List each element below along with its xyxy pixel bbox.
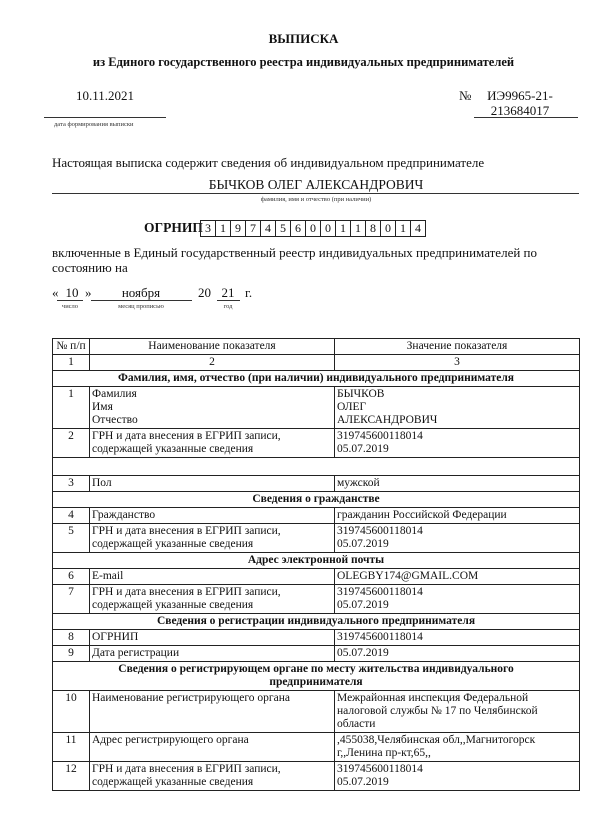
section-row bbox=[53, 492, 580, 508]
section-email: Адрес электронной почты bbox=[53, 553, 580, 569]
grn-value: 319745600118014 bbox=[337, 525, 423, 537]
state-year: 21 bbox=[221, 285, 235, 300]
ogrnip-digit-cell: 1 bbox=[350, 220, 366, 237]
table-row bbox=[53, 569, 580, 585]
row-value: гражданин Российской Федерации bbox=[335, 508, 580, 524]
row-name: E-mail bbox=[90, 569, 335, 585]
grn-value: 319745600118014 bbox=[337, 763, 423, 775]
name-underline bbox=[52, 193, 579, 194]
row-value: 319745600118014 bbox=[335, 630, 580, 646]
document-title: ВЫПИСКА bbox=[268, 31, 339, 46]
row-number: 1 bbox=[53, 387, 90, 429]
ogrnip-digit-cell: 0 bbox=[305, 220, 321, 237]
section-citizenship: Сведения о гражданстве bbox=[53, 492, 580, 508]
table-row bbox=[53, 630, 580, 646]
year-caption: год bbox=[223, 303, 233, 310]
ogrnip-digit-cell: 1 bbox=[215, 220, 231, 237]
entrepreneur-name: БЫЧКОВ ОЛЕГ АЛЕКСАНДРОВИЧ bbox=[208, 177, 424, 192]
section-authority: Сведения о регистрирующем органе по месту жительства индивидуального предпринимателя bbox=[53, 662, 580, 691]
ogrnip-digit-cell: 0 bbox=[320, 220, 336, 237]
colnum-2: 2 bbox=[90, 355, 335, 371]
row-name: ОГРНИП bbox=[90, 630, 335, 646]
header-number: № п/п bbox=[53, 339, 90, 355]
grn-date: 05.07.2019 bbox=[337, 599, 389, 611]
row-number: 9 bbox=[53, 646, 90, 662]
colnum-3: 3 bbox=[335, 355, 580, 371]
document-subtitle: из Единого государственного реестра индивидуальных предпринимателей bbox=[92, 55, 515, 69]
table-colnum-row bbox=[53, 355, 580, 371]
row-name: ГРН и дата внесения в ЕГРИП записи, содержащей указанные сведения bbox=[90, 762, 335, 791]
date-underline bbox=[44, 117, 166, 118]
row-number: 5 bbox=[53, 524, 90, 553]
grn-date: 05.07.2019 bbox=[337, 776, 389, 788]
included-text: включенные в Единый государственный реестр индивидуальных предпринимателей по состоянию на bbox=[52, 245, 537, 275]
empty-row bbox=[53, 458, 580, 476]
row-number: 4 bbox=[53, 508, 90, 524]
ogrnip-digit-cell: 1 bbox=[335, 220, 351, 237]
header-value: Значение показателя bbox=[335, 339, 580, 355]
extract-number bbox=[470, 88, 570, 118]
header-name: Наименование показателя bbox=[90, 339, 335, 355]
table-row bbox=[53, 524, 580, 553]
row-number: 8 bbox=[53, 630, 90, 646]
row-value bbox=[335, 387, 580, 429]
firstname-value: ОЛЕГ bbox=[337, 401, 367, 413]
ogrnip-label: ОГРНИП bbox=[144, 220, 203, 235]
row-value bbox=[335, 429, 580, 458]
firstname-label: Имя bbox=[92, 401, 113, 413]
row-value bbox=[335, 762, 580, 791]
ogrnip-digit-cell: 5 bbox=[275, 220, 291, 237]
row-name: ГРН и дата внесения в ЕГРИП записи, содержащей указанные сведения bbox=[90, 585, 335, 614]
row-name: Адрес регистрирующего органа bbox=[90, 733, 335, 762]
section-registration: Сведения о регистрации индивидуального предпринимателя bbox=[53, 614, 580, 630]
number-underline bbox=[474, 117, 578, 118]
name-caption: фамилия, имя и отчество (при наличии) bbox=[260, 196, 372, 203]
surname-label: Фамилия bbox=[92, 388, 137, 400]
ogrnip-digit-cell: 4 bbox=[260, 220, 276, 237]
ogrnip-digit-cell: 1 bbox=[395, 220, 411, 237]
ogrnip-digit-cell: 3 bbox=[200, 220, 216, 237]
extract-number-line2: 213684017 bbox=[490, 103, 550, 118]
row-number: 2 bbox=[53, 429, 90, 458]
table-row bbox=[53, 691, 580, 733]
ogrnip-digit-cell: 8 bbox=[365, 220, 381, 237]
row-value: Межрайонная инспекция Федеральной налоговой службы № 17 по Челябинской области bbox=[335, 691, 580, 733]
register-table bbox=[52, 338, 580, 791]
extract-number-line1: ИЭ9965-21- bbox=[487, 88, 553, 103]
row-name: Гражданство bbox=[90, 508, 335, 524]
extract-date: 10.11.2021 bbox=[76, 88, 135, 103]
surname-value: БЫЧКОВ bbox=[337, 388, 385, 400]
row-value: OLEGBY174@GMAIL.COM bbox=[335, 569, 580, 585]
row-number: 6 bbox=[53, 569, 90, 585]
row-number: 3 bbox=[53, 476, 90, 492]
row-value: мужской bbox=[335, 476, 580, 492]
row-name bbox=[90, 387, 335, 429]
grn-value: 319745600118014 bbox=[337, 430, 423, 442]
table-row bbox=[53, 733, 580, 762]
ogrnip-digit-cell: 6 bbox=[290, 220, 306, 237]
table-row bbox=[53, 508, 580, 524]
date-close-quote: » bbox=[85, 285, 92, 300]
row-number: 7 bbox=[53, 585, 90, 614]
row-number: 12 bbox=[53, 762, 90, 791]
table-row bbox=[53, 585, 580, 614]
state-day: 10 bbox=[65, 285, 79, 300]
patronymic-value: АЛЕКСАНДРОВИЧ bbox=[337, 414, 438, 426]
state-century: 20 bbox=[198, 285, 211, 300]
row-value bbox=[335, 524, 580, 553]
year-underline bbox=[217, 300, 240, 301]
section-row bbox=[53, 614, 580, 630]
ogrnip-digit-cell: 9 bbox=[230, 220, 246, 237]
ogrnip-boxes bbox=[201, 220, 426, 237]
ogrnip-digit-cell: 7 bbox=[245, 220, 261, 237]
section-row bbox=[53, 553, 580, 569]
table-row bbox=[53, 429, 580, 458]
day-underline bbox=[57, 300, 83, 301]
year-suffix: г. bbox=[245, 285, 253, 300]
table-row bbox=[53, 646, 580, 662]
patronymic-label: Отчество bbox=[92, 414, 138, 426]
month-caption: месяц прописью bbox=[118, 303, 164, 310]
row-name: Дата регистрации bbox=[90, 646, 335, 662]
ogrnip-digit-cell: 0 bbox=[380, 220, 396, 237]
colnum-1: 1 bbox=[53, 355, 90, 371]
row-value bbox=[335, 585, 580, 614]
row-name: ГРН и дата внесения в ЕГРИП записи, содержащей указанные сведения bbox=[90, 524, 335, 553]
row-name: Пол bbox=[90, 476, 335, 492]
intro-text: Настоящая выписка содержит сведения об индивидуальном предпринимателе bbox=[52, 155, 485, 170]
state-month: ноября bbox=[121, 285, 161, 300]
grn-value: 319745600118014 bbox=[337, 586, 423, 598]
row-name: ГРН и дата внесения в ЕГРИП записи, содержащей указанные сведения bbox=[90, 429, 335, 458]
section-row bbox=[53, 371, 580, 387]
row-name: Наименование регистрирующего органа bbox=[90, 691, 335, 733]
row-number: 11 bbox=[53, 733, 90, 762]
grn-date: 05.07.2019 bbox=[337, 538, 389, 550]
table-row bbox=[53, 387, 580, 429]
section-row bbox=[53, 662, 580, 691]
month-underline bbox=[91, 300, 192, 301]
ogrnip-digit-cell: 4 bbox=[410, 220, 426, 237]
day-caption: число bbox=[61, 303, 79, 310]
section-fio: Фамилия, имя, отчество (при наличии) индивидуального предпринимателя bbox=[53, 371, 580, 387]
date-open-quote: « bbox=[52, 285, 59, 300]
row-value: ,455038,Челябинская обл,,Магнитогорск г,,Ленина пр-кт,65,, bbox=[335, 733, 580, 762]
empty-cell bbox=[53, 458, 580, 476]
row-number: 10 bbox=[53, 691, 90, 733]
date-caption: дата формирования выписки bbox=[54, 121, 134, 128]
grn-date: 05.07.2019 bbox=[337, 443, 389, 455]
table-header-row bbox=[53, 339, 580, 355]
row-value: 05.07.2019 bbox=[335, 646, 580, 662]
table-row bbox=[53, 476, 580, 492]
number-sign: № bbox=[459, 88, 472, 103]
table-row bbox=[53, 762, 580, 791]
